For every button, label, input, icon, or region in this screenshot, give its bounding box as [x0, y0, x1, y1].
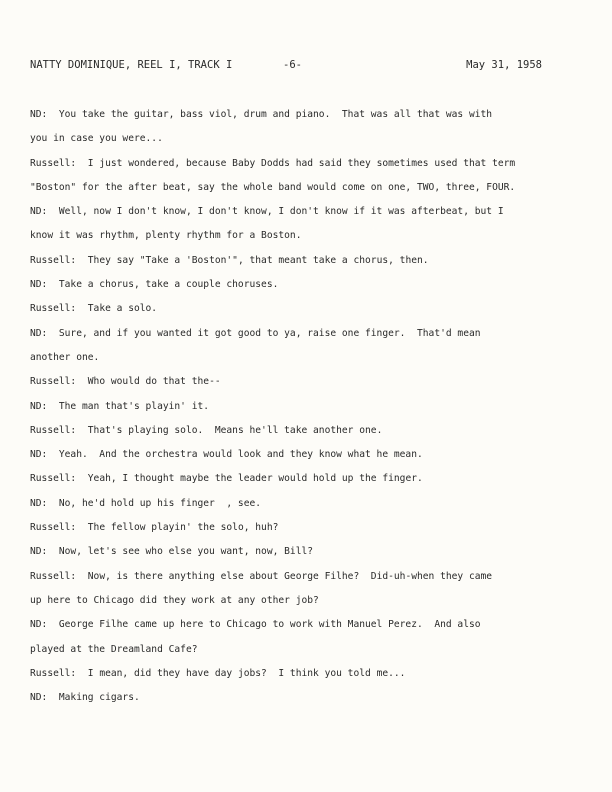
speaker-label: ND:	[30, 109, 48, 120]
line-text: Yeah. And the orchestra would look and they know what he mean.	[47, 449, 423, 461]
line-text: They say "Take a 'Boston'", that meant take a chorus, then.	[76, 254, 429, 266]
transcript-line	[30, 522, 590, 534]
line-text: Making cigars.	[47, 692, 140, 704]
line-text: George Filhe came up here to Chicago to work with Manuel Perez. And also	[47, 619, 481, 631]
transcript-body	[30, 109, 590, 716]
line-text: The man that's playin' it.	[47, 400, 210, 412]
speaker-label: ND:	[30, 327, 48, 339]
line-text: The fellow playin' the solo, huh?	[76, 522, 279, 534]
transcript-line	[30, 692, 590, 704]
transcript-line	[30, 328, 590, 340]
transcript-line	[30, 158, 590, 170]
line-text: I just wondered, because Baby Dodds had said they sometimes used that term	[76, 157, 516, 169]
header-date: May 31, 1958	[466, 59, 542, 71]
transcript-line	[30, 498, 590, 510]
speaker-label: Russell:	[30, 376, 77, 388]
line-text: Sure, and if you wanted it got good to ya, raise one finger. That'd mean	[47, 327, 481, 339]
line-text: Now, is there anything else about George Filhe? Did-uh-when they came	[76, 570, 493, 582]
transcript-line	[30, 425, 590, 437]
speaker-label: ND:	[30, 400, 48, 412]
line-text: Who would do that the--	[76, 376, 221, 388]
speaker-label: Russell:	[30, 254, 77, 266]
line-text: Yeah, I thought maybe the leader would hold up the finger.	[76, 473, 423, 485]
transcript-line	[30, 401, 590, 413]
line-text: No, he'd hold up his finger , see.	[47, 497, 262, 509]
transcript-line	[30, 230, 590, 242]
page-number: -6-	[283, 59, 302, 71]
line-text: Now, let's see who else you want, now, Bill?	[47, 546, 314, 558]
speaker-label: Russell:	[30, 424, 77, 436]
speaker-label: Russell:	[30, 570, 77, 582]
line-text: Take a chorus, take a couple choruses.	[47, 279, 279, 291]
transcript-line	[30, 182, 590, 194]
transcript-line	[30, 255, 590, 267]
transcript-line	[30, 279, 590, 291]
speaker-label: Russell:	[30, 303, 77, 315]
header-title: NATTY DOMINIQUE, REEL I, TRACK I	[30, 59, 233, 71]
transcript-line	[30, 109, 590, 121]
speaker-label: Russell:	[30, 667, 77, 679]
transcript-line	[30, 133, 590, 145]
speaker-label: ND:	[30, 692, 48, 704]
speaker-label: Russell:	[30, 473, 77, 485]
line-text: "Boston" for the after beat, say the whole band would come on one, TWO, three, FOUR.	[30, 181, 516, 193]
line-text: You take the guitar, bass viol, drum and piano. That was all that was with	[47, 109, 493, 120]
speaker-label: ND:	[30, 546, 48, 558]
line-text: That's playing solo. Means he'll take another one.	[76, 424, 383, 436]
speaker-label: Russell:	[30, 157, 77, 169]
speaker-label: ND:	[30, 497, 48, 509]
transcript-line	[30, 619, 590, 631]
line-text: Take a solo.	[76, 303, 158, 315]
line-text: know it was rhythm, plenty rhythm for a Boston.	[30, 230, 302, 242]
line-text: you in case you were...	[30, 133, 163, 145]
transcript-line	[30, 571, 590, 583]
speaker-label: ND:	[30, 619, 48, 631]
transcript-line	[30, 376, 590, 388]
speaker-label: Russell:	[30, 522, 77, 534]
transcript-line	[30, 206, 590, 218]
line-text: up here to Chicago did they work at any other job?	[30, 594, 319, 606]
transcript-line	[30, 473, 590, 485]
transcript-line	[30, 644, 590, 656]
line-text: I mean, did they have day jobs? I think you told me...	[76, 667, 406, 679]
line-text: Well, now I don't know, I don't know, I don't know if it was afterbeat, but I	[47, 206, 504, 218]
line-text: played at the Dreamland Cafe?	[30, 643, 198, 655]
transcript-line	[30, 303, 590, 315]
speaker-label: ND:	[30, 206, 48, 218]
speaker-label: ND:	[30, 449, 48, 461]
transcript-line	[30, 546, 590, 558]
transcript-line	[30, 668, 590, 680]
line-text: another one.	[30, 351, 100, 363]
speaker-label: ND:	[30, 279, 48, 291]
transcript-line	[30, 352, 590, 364]
transcript-line	[30, 595, 590, 607]
transcript-line	[30, 449, 590, 461]
